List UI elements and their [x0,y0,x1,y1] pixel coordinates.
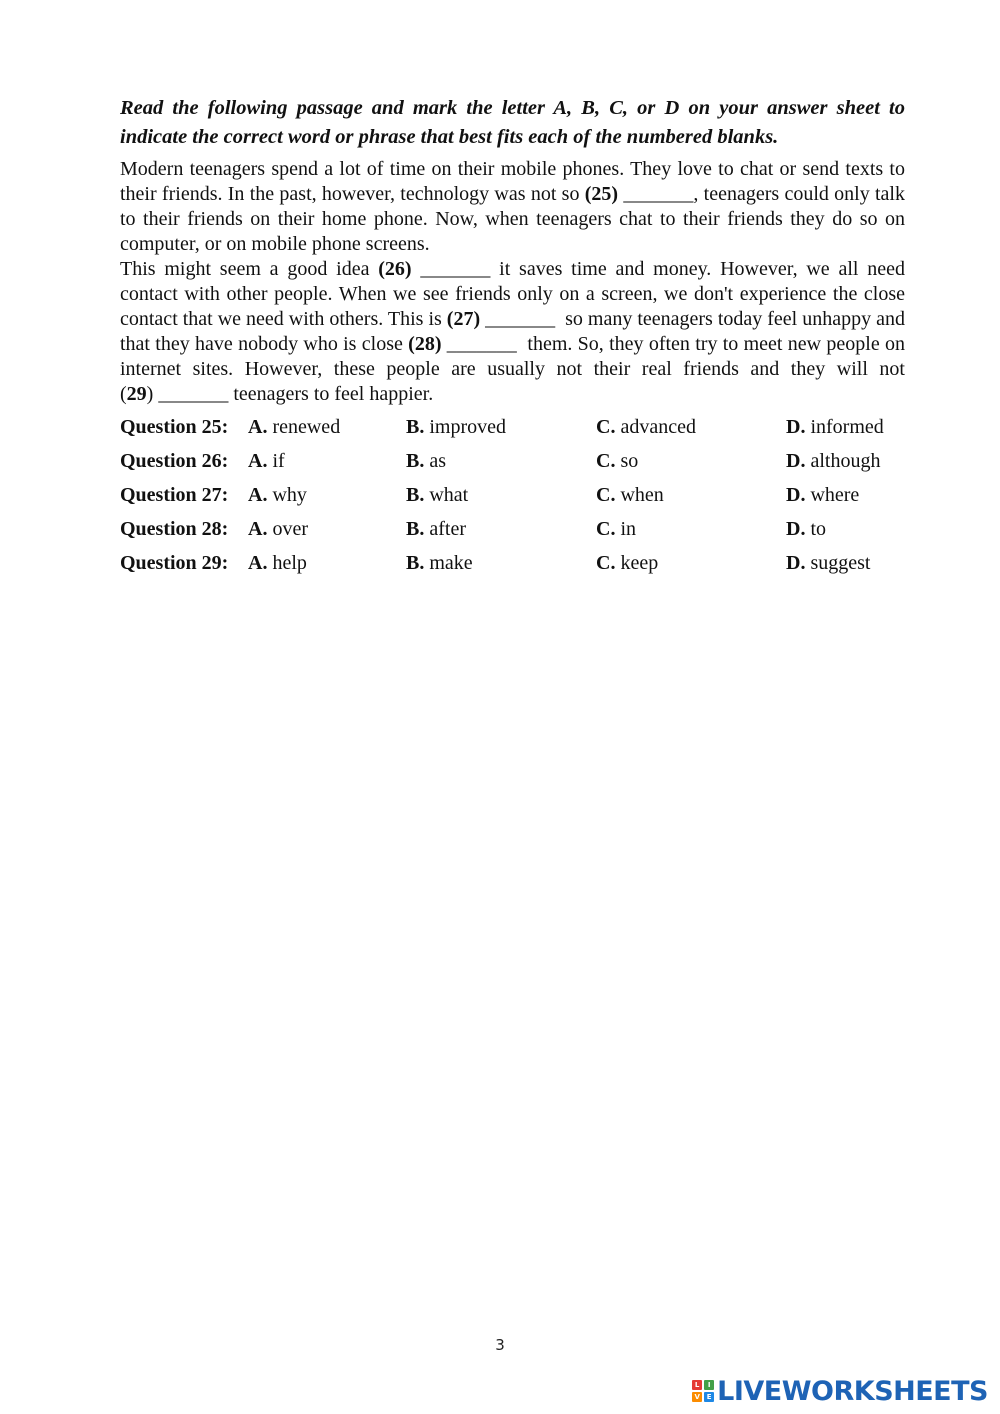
option-b[interactable] [406,481,468,509]
blank-25[interactable]: _______ [618,183,694,205]
passage-text: This might seem a good idea [120,258,379,280]
question-25 [120,413,920,447]
question-label: Question 26: [120,450,229,472]
option-letter: A. [248,552,268,574]
option-d[interactable] [786,447,880,475]
reading-passage [120,157,905,407]
option-d[interactable] [786,515,826,543]
liveworksheets-icon [692,1380,714,1402]
question-label: Question 27: [120,484,229,506]
blank-26[interactable]: _______ [411,258,500,280]
option-text: advanced [620,416,696,438]
passage-text: so many teenagers today feel unhappy and that they have nobody who is close [120,308,905,355]
option-letter: B. [406,484,425,506]
blank-number-25: (25) [584,183,619,205]
option-letter: C. [596,416,616,438]
passage-text: Modern teenagers spend a lot of time on their mobile phones. They love to chat or send texts to their friends. In the past, however, technology was not so [120,158,905,205]
option-letter: A. [248,450,268,472]
option-text: improved [429,416,506,438]
option-text: suggest [810,552,871,574]
option-letter: D. [786,450,806,472]
option-letter: C. [596,450,616,472]
option-c[interactable] [596,549,658,577]
instruction-text: Read the following passage and mark the letter A, B, C, or D on your answer sheet to indicate the correct word or phrase that best fits each of the numbered blanks. [120,97,905,148]
blank-number-28: (28) [408,333,442,355]
option-c[interactable] [596,515,636,543]
logo-tile: V [692,1392,702,1402]
passage-paragraph-2 [120,257,905,407]
option-text: so [620,450,639,472]
blank-number-26: (26) [378,258,412,280]
question-28 [120,515,920,549]
logo-tile: L [692,1380,702,1390]
option-letter: B. [406,416,425,438]
option-d[interactable] [786,413,884,441]
option-text: where [810,484,860,506]
option-text: although [810,450,881,472]
option-text: if [272,450,285,472]
option-letter: C. [596,484,616,506]
option-letter: C. [596,552,616,574]
option-text: informed [810,416,884,438]
question-26 [120,447,920,481]
option-a[interactable] [248,549,307,577]
question-29 [120,549,920,583]
question-label: Question 25: [120,416,229,438]
option-b[interactable] [406,515,466,543]
option-d[interactable] [786,481,859,509]
option-letter: A. [248,484,268,506]
option-b[interactable] [406,413,506,441]
liveworksheets-logo[interactable] [692,1376,988,1406]
option-text: what [429,484,469,506]
option-c[interactable] [596,413,696,441]
question-label: Question 29: [120,552,229,574]
blank-27[interactable]: _______ [480,308,566,330]
option-letter: D. [786,416,806,438]
option-letter: D. [786,552,806,574]
blank-29[interactable]: ) _______ teenagers to feel happier. [146,383,434,405]
blank-number-29: 29 [126,383,147,405]
option-b[interactable] [406,549,473,577]
option-text: as [429,450,447,472]
option-a[interactable] [248,515,308,543]
page-number: 3 [495,1336,505,1354]
option-text: make [429,552,473,574]
option-text: when [620,484,664,506]
option-letter: D. [786,518,806,540]
option-b[interactable] [406,447,446,475]
logo-tile: E [704,1392,714,1402]
logo-text: LIVEWORKSHEETS [717,1375,988,1407]
option-letter: A. [248,518,268,540]
option-text: help [272,552,307,574]
option-letter: D. [786,484,806,506]
passage-text: , teenagers could only talk to their friends on their home phone. Now, when teenagers chat to their friends they do so on computer, or on mobile phone screens. [120,183,905,255]
question-label: Question 28: [120,518,229,540]
blank-28[interactable]: _______ [441,333,528,355]
passage-text: them. So, they often try to meet new people on internet sites. However, these people are usually not their real friends and they will not ( [120,333,905,405]
option-a[interactable] [248,413,340,441]
passage-paragraph-1 [120,157,905,257]
option-text: to [810,518,827,540]
option-c[interactable] [596,481,664,509]
question-list [120,413,920,583]
option-text: renewed [272,416,341,438]
option-c[interactable] [596,447,638,475]
option-letter: A. [248,416,268,438]
option-d[interactable] [786,549,870,577]
option-a[interactable] [248,447,285,475]
option-letter: C. [596,518,616,540]
option-letter: B. [406,450,425,472]
option-text: keep [620,552,659,574]
question-27 [120,481,920,515]
option-letter: B. [406,552,425,574]
passage-text: it saves time and money. However, we all need contact with other people. When we see friends only on a screen, we don't experience the close contact that we need with others. This is [120,258,905,330]
option-a[interactable] [248,481,307,509]
option-text: over [272,518,308,540]
logo-tile: I [704,1380,714,1390]
option-text: why [272,484,307,506]
option-letter: B. [406,518,425,540]
blank-number-27: (27) [446,308,481,330]
option-text: in [620,518,637,540]
option-text: after [429,518,466,540]
